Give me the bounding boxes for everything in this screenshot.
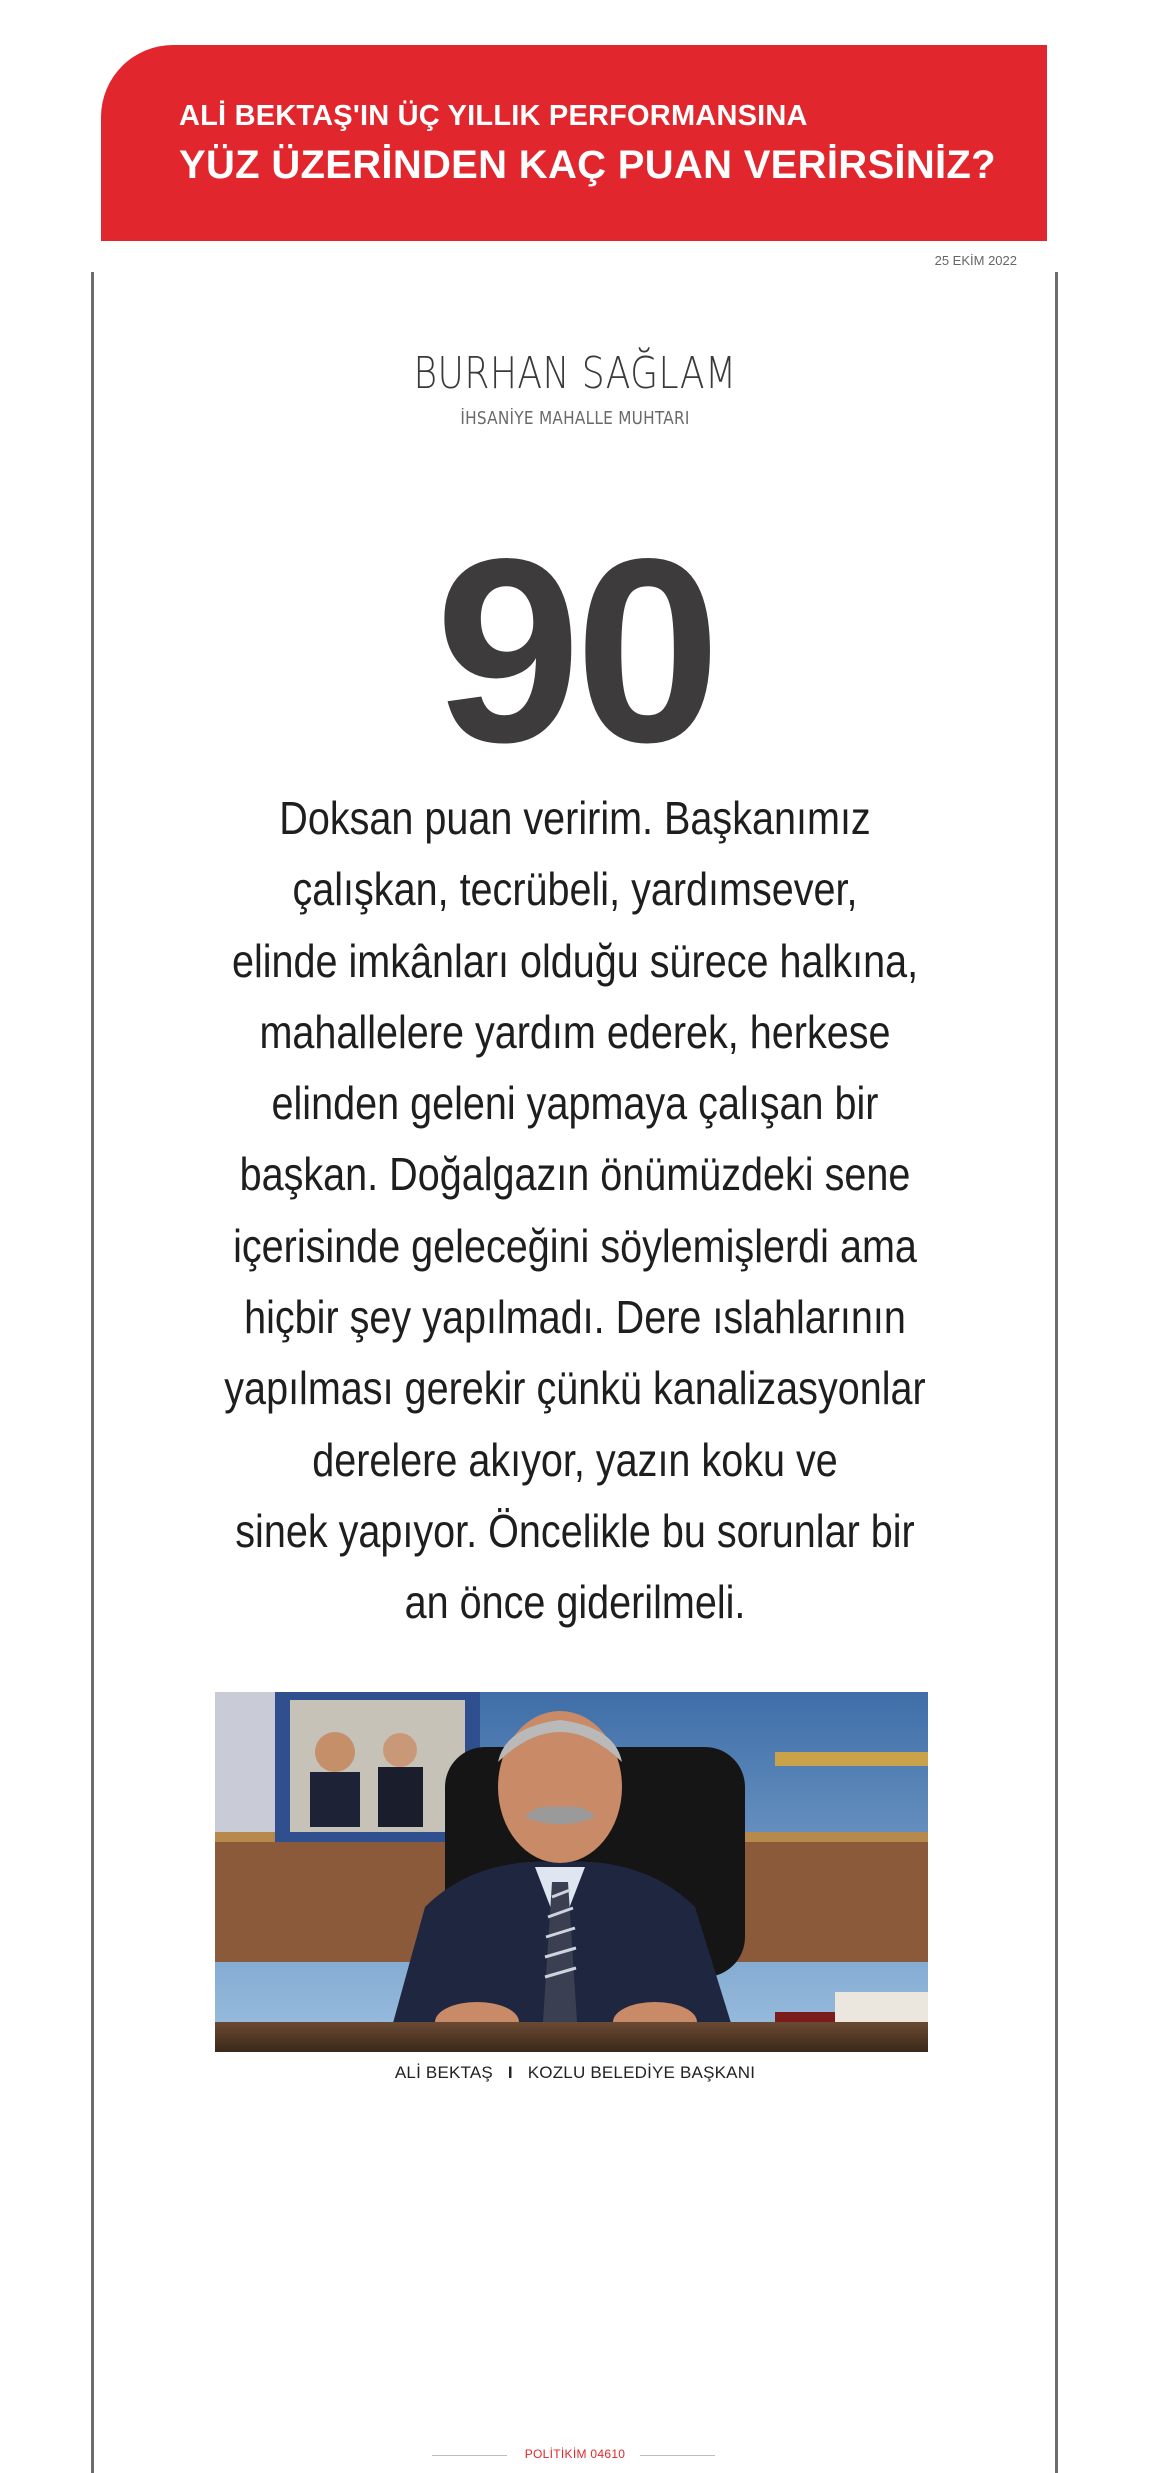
photo-caption xyxy=(0,2063,1150,2083)
quote-line: mahallelere yardım ederek, herkese xyxy=(259,1005,891,1058)
quote-line: an önce giderilmeli. xyxy=(404,1576,746,1629)
quote-text xyxy=(150,783,1000,1639)
publish-date: 25 EKİM 2022 xyxy=(934,253,1017,268)
footer-code: POLİTİKİM 04610 xyxy=(524,2447,626,2461)
person-name: BURHAN SAĞLAM xyxy=(413,348,737,399)
quote-line: yapılması gerekir çünkü kanalizasyonlar xyxy=(224,1362,926,1415)
quote-line: içerisinde geleceğini söylemişlerdi ama xyxy=(233,1219,917,1272)
quote-line: hiçbir şey yapılmadı. Dere ıslahlarının xyxy=(244,1291,906,1344)
person-title: İHSANİYE MAHALLE MUHTARI xyxy=(460,408,690,429)
quote-line: elinde imkânları olduğu sürece halkına, xyxy=(231,934,919,987)
caption-name: ALİ BEKTAŞ xyxy=(394,2063,493,2082)
caption-separator: I xyxy=(507,2063,513,2082)
quote-line: sinek yapıyor. Öncelikle bu sorunlar bir xyxy=(235,1504,915,1557)
mayor-photo xyxy=(215,1692,928,2052)
quote-line: elinden geleni yapmaya çalışan bir xyxy=(271,1077,879,1130)
headline-line-2: YÜZ ÜZERİNDEN KAÇ PUAN VERİRSİNİZ? xyxy=(179,143,996,187)
quote-line: Doksan puan veririm. Başkanımız xyxy=(279,792,871,844)
quote-line: derelere akıyor, yazın koku ve xyxy=(312,1433,838,1486)
caption-role: KOZLU BELEDİYE BAŞKANI xyxy=(527,2063,756,2082)
headline-line-1: ALİ BEKTAŞ'IN ÜÇ YILLIK PERFORMANSINA xyxy=(179,100,808,132)
quote-line: başkan. Doğalgazın önümüzdeki sene xyxy=(239,1148,911,1201)
header-banner xyxy=(101,45,1047,241)
quote-line: çalışkan, tecrübeli, yardımsever, xyxy=(292,863,858,916)
score-value: 90 xyxy=(435,504,715,797)
